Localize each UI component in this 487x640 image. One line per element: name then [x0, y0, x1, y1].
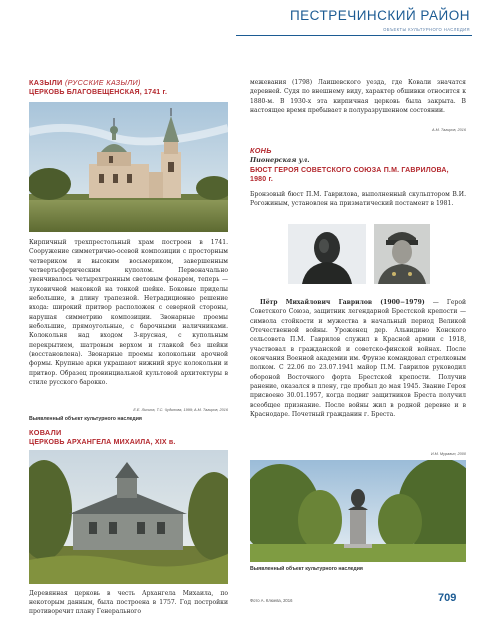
church1-title: ЦЕРКОВЬ БЛАГОВЕЩЕНСКАЯ, 1741 г. — [29, 89, 168, 96]
bio-paragraph — [250, 298, 466, 419]
place-heading-kazyli — [29, 78, 141, 87]
church1-description: Кирпичный трехпрестольный храм построен в 1741. Сооружение симметрично-осевой композиции с просторным четвериком и высоким восьмериком, завершенным четвертьсферическим куполом. Первоначально увенчивалось четырехгранным световым фонарем, теперь — луковичной маковкой на тонкой шейке. Боковые приделы небольшие, в длину трапезной. Нетрадиционно решение входа: широкий притвор расположен с северной стороны, нарушая симметрию композиции. Звонарные проемы небольшие, прямоугольные, с барочными наличниками. Колокольня над входом 3-ярусная, с купольным перекрытием, шатровым верхом и главкой без шейки (восстановлена). Звонарные проемы колокольни арочной формы. Крупные арки украшают нижний ярус колокольни и притвор. Образец провинциальной культовой архитектуры в стиле русского барокко. — [29, 239, 228, 387]
church2-credit: А.М. Тагиров, 2016 — [432, 128, 466, 132]
section-subtitle: ОБЪЕКТЫ КУЛЬТУРНОГО НАСЛЕДИЯ — [383, 27, 470, 32]
bio-text: — Герой Советского Союза, защитник легендарной Брестской крепости — символа стойкости и мужества в начальный период Великой Отечественной войны. Уроженец дер. Альвидино Конского сельсовета П.М. Гаврилов служил в Красной армии с 1918, участвовал в гражданской и советско-финской войнах. После окончания Военной академии им. Фрунзе командовал стрелковым полком. С 22.06 по 23.07.1941 майор П.М. Гаврилов руководил обороной Восточного форта Брестской крепости. Получив ранение, оказался в плену, где пробыл до мая 1945. Звание Героя присвоено 30.01.1957, когда подвиг защитников Бреста получил всеобщее признание. После войны жил в родной деревне и в Краснодаре. Почетный гражданин г. Бреста. — [250, 299, 466, 419]
church-arkhangel-mikhail-photo — [29, 450, 228, 584]
photo-credit: Фото А. Клюева, 2016 — [250, 598, 293, 603]
gavrilov-bust-photo — [288, 224, 366, 284]
street-name: Пионерская ул. — [250, 156, 310, 164]
church2-description-continued: межевания (1798) Лаишевского уезда, где Ковали значатся деревней. Судя по внешнему виду, характер обшивки относится к 1880-м. В 1930-х эта кирпичная церковь была закрыта. В настоящее время пребывает в полуразрушенном состоянии. — [250, 79, 466, 115]
church1-credit: Е.Е. Лисина, Т.С. Чудинова, 1999; А.М. Тагиров, 2016 — [133, 408, 228, 412]
bust-description: Бронзовый бюст П.М. Гаврилова, выполненный скульптором В.И. Рогожиным, установлен на призматический постамент в 1981. — [250, 191, 466, 208]
section-title: ПЕСТРЕЧИНСКИЙ РАЙОН — [289, 8, 470, 23]
church-blagoveshchenskaya-photo — [29, 102, 228, 232]
place-name: КАЗЫЛИ — [29, 78, 63, 87]
bio-name: Пётр Михайлович Гаврилов (1900−1979) — [260, 299, 425, 306]
header-rule — [236, 35, 472, 36]
bio-credit: И.М. Муравин, 2000 — [430, 452, 466, 456]
monument-photo — [250, 460, 466, 562]
church2-title: ЦЕРКОВЬ АРХАНГЕЛА МИХАИЛА, XIX в. — [29, 439, 176, 446]
place-heading-kon: КОНЬ — [250, 146, 272, 155]
heritage-label: Выявленный объект культурного наследия — [250, 566, 363, 572]
church2-description: Деревянная церковь в честь Архангела Михаила, по некоторым данным, была построена в 1757. Год постройки противоречит плану Генерального — [29, 590, 228, 615]
heritage-label: Выявленный объект культурного наследия — [29, 416, 142, 422]
place-alt-name: (РУССКИЕ КАЗЫЛИ) — [64, 78, 141, 87]
gavrilov-portrait-photo — [374, 224, 430, 284]
place-heading-kovali: КОВАЛИ — [29, 428, 62, 437]
page-number: 709 — [438, 592, 457, 604]
bust-title: БЮСТ ГЕРОЯ СОВЕТСКОГО СОЮЗА П.М. ГАВРИЛОВА, 1980 г. — [250, 167, 449, 183]
